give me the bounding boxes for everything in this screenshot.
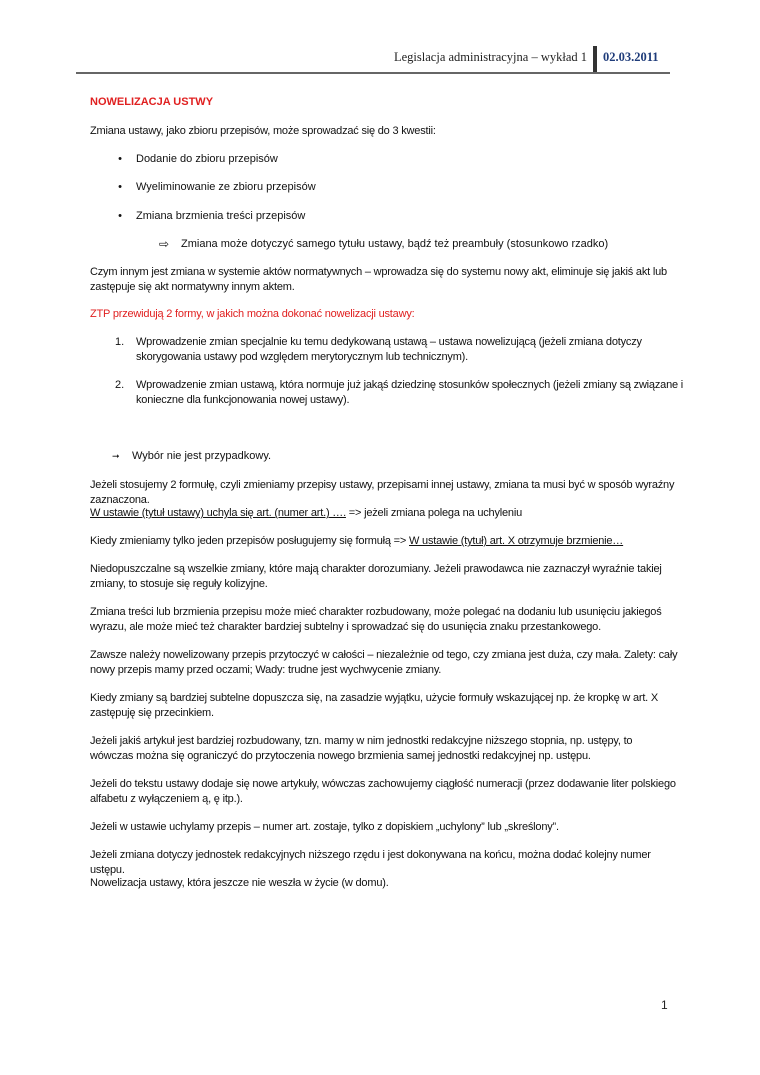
paragraph-lower-units: Jeżeli zmiana dotyczy jednostek redakcyjnych niższego rzędu i jest dokonywana na końcu, można dodać kolejny numer ustępu. [90,849,651,876]
list-item: • Dodanie do zbioru przepisów [0,152,760,167]
bullet-icon: • [118,153,122,165]
bullet-icon: • [118,181,122,193]
paragraph-formula2: Jeżeli stosujemy 2 formułę, czyli zmieniamy przepisy ustawy, przepisami innej ustawy, zmiana ta musi być w sposób wyraźny zaznaczona. [90,479,675,506]
outline-arrow-icon: ⇨ [159,237,170,251]
list-item: • Wyeliminowanie ze zbioru przepisów [0,180,760,195]
paragraph-homework: Nowelizacja ustawy, która jeszcze nie weszła w życie (w domu). [90,877,389,889]
section-heading: NOWELIZACJA USTWY [90,96,214,108]
paragraph-implied-changes: Niedopuszczalne są wszelkie zmiany, które mają charakter dorozumiany. Jeżeli prawodawca nie zaznaczył wyraźnie takiej zmiany, to stosuje się reguły kolizyjne. [90,563,662,590]
list-number: 1. [115,336,125,348]
bullet-icon: • [118,210,122,222]
header-divider [593,46,597,74]
header-title: Legislacja administracyjna – wykład 1 [394,50,587,64]
paragraph-cite-whole: Zawsze należy nowelizowany przepis przytoczyć w całości – niezależnie od tego, czy zmiana jest duża, czy mała. Zalety: cały nowy przepis mamy przed oczami; Wady: trudne jest wychwycenie zmiany. [90,649,678,676]
list-item: Wprowadzenie zmian ustawą, która normuje już jakąś dziedzinę stosunków społecznych (jeżeli zmiany są związane i konieczne dla funkcjonowania nowej ustawy). [136,379,684,406]
paragraph-subtle-changes: Kiedy zmiany są bardziej subtelne dopuszcza się, na zasadzie wyjątku, użycie formuły wskazującej np. że kropkę w art. X zastępuję się przecinkiem. [90,692,659,719]
sub-note: ⇨ Zmiana może dotyczyć samego tytułu ustawy, bądź też preambuły (stosunkowo rzadko) [159,237,609,251]
list-item: • Zmiana brzmienia treści przepisów [0,209,760,224]
page-number: 1 [661,998,668,1012]
paragraph-content-change: Zmiana treści lub brzmienia przepisu może mieć charakter rozbudowany, może polegać na dodaniu lub usunięciu jakiegoś wyrazu, ale może mieć też charakter bardziej subtelny i sprowadzać się do usunięcia znaku przestankowego. [90,606,662,633]
paragraph-repealed-provision: Jeżeli w ustawie uchylamy przepis – numer art. zostaje, tylko z dopiskiem „uchylony” lub „skreślony”. [90,821,559,833]
ztp-paragraph: ZTP przewidują 2 formy, w jakich można dokonać nowelizacji ustawy: [90,308,415,320]
paragraph-repeal-formula: W ustawie (tytuł ustawy) uchyla się art. (numer art.) …. => jeżeli zmiana polega na uchyleniu [90,507,522,519]
arrow-right-icon: ➞ [112,451,120,461]
paragraph-extended-article: Jeżeli jakiś artykuł jest bardziej rozbudowany, tzn. mamy w nim jednostki redakcyjne niższego stopnia, np. ustępy, to wówczas można się ograniczyć do przytoczenia nowego brzmienia samej jednostki redakcyjnej np. ustępu. [90,735,633,762]
list-number: 2. [115,379,125,391]
paragraph-single-change: Kiedy zmieniamy tylko jeden przepisów posługujemy się formułą => W ustawie (tytuł) art. X otrzymuje brzmienie… [90,535,624,547]
intro-paragraph: Zmiana ustawy, jako zbioru przepisów, może sprowadzać się do 3 kwestii: [90,125,436,137]
header-rule [76,72,670,74]
list-item: Wprowadzenie zmian specjalnie ku temu dedykowaną ustawą – ustawa nowelizującą (jeżeli zmiana dotyczy skorygowania ustawy pod względem merytorycznym lub technicznym). [136,336,642,363]
paragraph-new-articles: Jeżeli do tekstu ustawy dodaje się nowe artykuły, wówczas zachowujemy ciągłość numeracji (przez dodawanie liter polskiego alfabetu z wyłączeniem ą, ę itp.). [90,778,676,805]
paragraph-other-change: Czym innym jest zmiana w systemie aktów normatywnych – wprowadza się do systemu nowy akt, eliminuje się jakiś akt lub zastępuje się akt normatywny innym aktem. [90,266,667,293]
header-date: 02.03.2011 [603,50,659,64]
page-header [76,44,670,76]
choice-line: ➞ Wybór nie jest przypadkowy. [112,450,272,462]
